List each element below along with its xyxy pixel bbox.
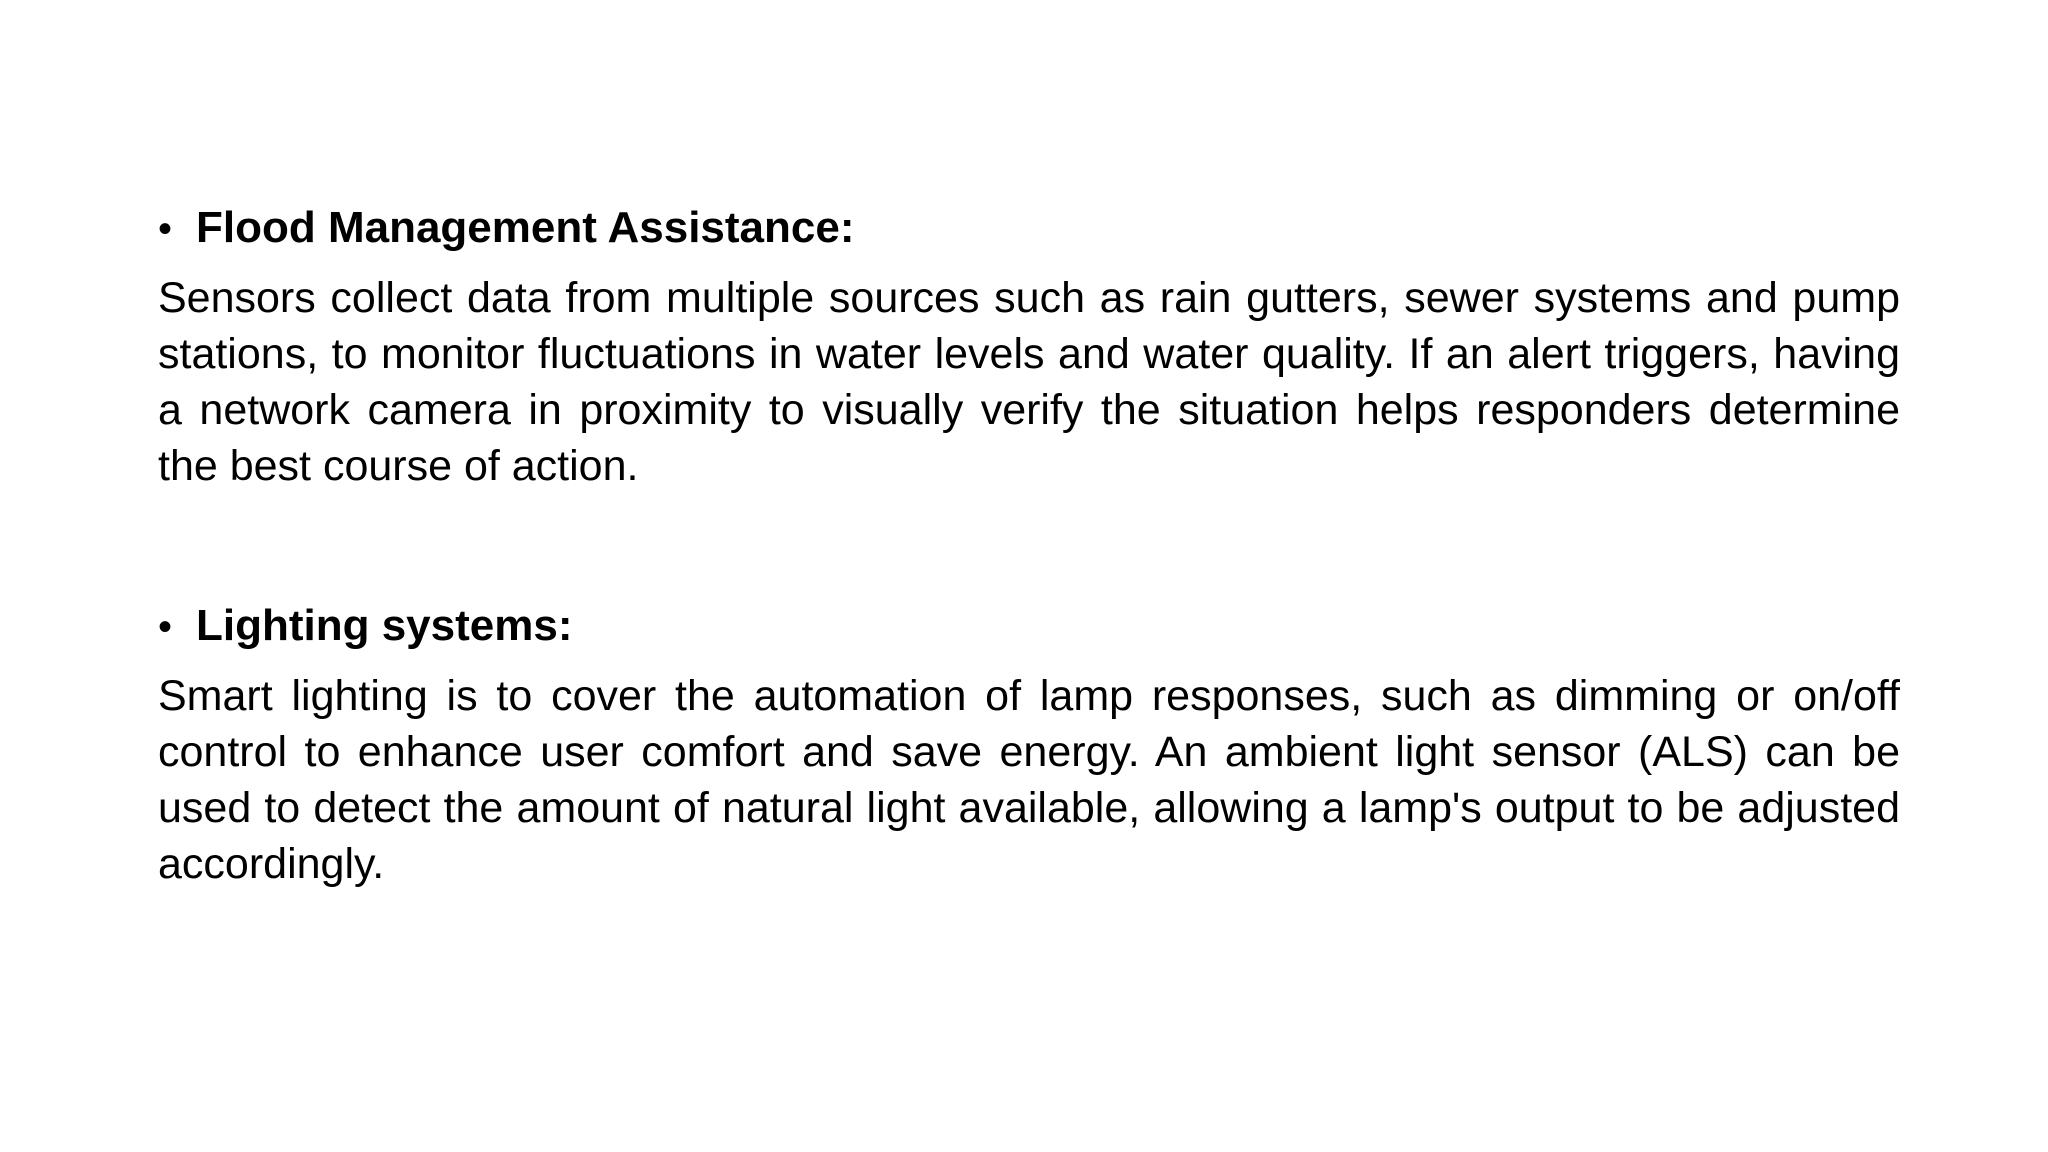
section-body: Sensors collect data from multiple sources such as rain gutters, sewer systems and pump stations, to monitor fluctuations in water levels and water quality. If an alert triggers, having a network camera in proximity to visually verify the situation helps responders determine the best course of action. <box>158 274 1900 490</box>
section-heading: Lighting systems: <box>196 601 573 650</box>
bullet-icon: • <box>158 207 173 251</box>
bullet-icon: • <box>158 605 173 649</box>
section-lighting-systems <box>158 594 1900 892</box>
section-heading-row <box>158 196 1900 260</box>
section-body: Smart lighting is to cover the automation of lamp responses, such as dimming or on/off control to enhance user comfort and save energy. An ambient light sensor (ALS) can be used to detect the amount of natural light available, allowing a lamp's output to be adjusted accordingly. <box>158 672 1900 888</box>
section-heading-row <box>158 594 1900 658</box>
section-flood-management <box>158 196 1900 494</box>
section-heading: Flood Management Assistance: <box>196 203 855 252</box>
